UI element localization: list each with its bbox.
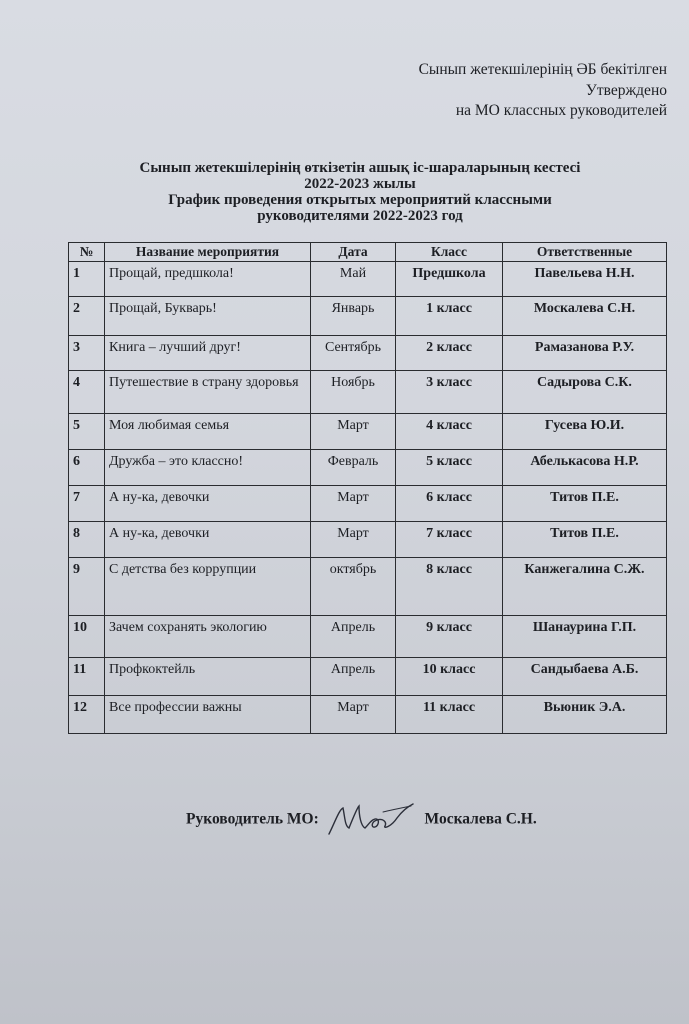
header-event-name: Название мероприятия — [105, 243, 311, 262]
cell-date: Март — [311, 522, 396, 558]
cell-class: 2 класс — [396, 336, 503, 371]
cell-responsible: Вьюник Э.А. — [503, 696, 667, 734]
cell-class: Предшкола — [396, 262, 503, 297]
title-ru-line2: руководителями 2022-2023 год — [257, 208, 463, 224]
approval-line-kz: Сынып жетекшілерінің ӘБ бекітілген — [418, 61, 667, 78]
cell-number: 7 — [69, 486, 105, 522]
cell-date: Январь — [311, 297, 396, 336]
cell-class: 7 класс — [396, 522, 503, 558]
cell-class: 11 класс — [396, 696, 503, 734]
cell-class: 1 класс — [396, 297, 503, 336]
head-name: Москалева С.Н. — [424, 810, 537, 828]
cell-class: 9 класс — [396, 616, 503, 658]
cell-event-name: А ну-ка, девочки — [105, 522, 311, 558]
header-number: № — [69, 243, 105, 262]
title-ru-line1: График проведения открытых мероприятий классными — [168, 192, 552, 208]
cell-responsible: Титов П.Е. — [503, 486, 667, 522]
cell-number: 11 — [69, 658, 105, 696]
approval-block — [419, 60, 667, 122]
cell-date: Ноябрь — [311, 371, 396, 414]
document-title — [60, 160, 660, 224]
schedule-table — [68, 242, 667, 734]
header-class: Класс — [396, 243, 503, 262]
cell-responsible: Гусева Ю.И. — [503, 414, 667, 450]
table-row — [69, 297, 667, 336]
cell-event-name: А ну-ка, девочки — [105, 486, 311, 522]
cell-responsible: Садырова С.К. — [503, 371, 667, 414]
signature-block — [186, 800, 537, 840]
cell-event-name: Все профессии важны — [105, 696, 311, 734]
title-kz-line1: Сынып жетекшілерінің өткізетін ашық іс-шараларының кестесі — [139, 160, 581, 176]
cell-event-name: Книга – лучший друг! — [105, 336, 311, 371]
cell-class: 6 класс — [396, 486, 503, 522]
cell-date: Февраль — [311, 450, 396, 486]
cell-number: 8 — [69, 522, 105, 558]
cell-class: 8 класс — [396, 558, 503, 616]
table-row — [69, 616, 667, 658]
cell-event-name: Прощай, Букварь! — [105, 297, 311, 336]
cell-number: 2 — [69, 297, 105, 336]
cell-event-name: Дружба – это классно! — [105, 450, 311, 486]
cell-responsible: Павельева Н.Н. — [503, 262, 667, 297]
cell-number: 6 — [69, 450, 105, 486]
cell-number: 4 — [69, 371, 105, 414]
cell-event-name: Путешествие в страну здоровья — [105, 371, 311, 414]
cell-date: Март — [311, 414, 396, 450]
cell-date: Май — [311, 262, 396, 297]
cell-number: 12 — [69, 696, 105, 734]
handwritten-signature-icon — [325, 800, 417, 840]
approval-line-approved: Утверждено — [585, 81, 667, 99]
table-row — [69, 696, 667, 734]
table-row — [69, 450, 667, 486]
cell-number: 1 — [69, 262, 105, 297]
cell-number: 10 — [69, 616, 105, 658]
header-date: Дата — [311, 243, 396, 262]
table-row — [69, 558, 667, 616]
cell-number: 3 — [69, 336, 105, 371]
cell-responsible: Абелькасова Н.Р. — [503, 450, 667, 486]
cell-event-name: Моя любимая семья — [105, 414, 311, 450]
cell-responsible: Сандыбаева А.Б. — [503, 658, 667, 696]
cell-event-name: Прощай, предшкола! — [105, 262, 311, 297]
cell-number: 5 — [69, 414, 105, 450]
cell-date: октябрь — [311, 558, 396, 616]
table-row — [69, 522, 667, 558]
table-row — [69, 658, 667, 696]
cell-responsible: Канжегалина С.Ж. — [503, 558, 667, 616]
cell-date: Март — [311, 696, 396, 734]
cell-class: 10 класс — [396, 658, 503, 696]
cell-number: 9 — [69, 558, 105, 616]
cell-date: Апрель — [311, 616, 396, 658]
title-kz-line2: 2022-2023 жылы — [304, 176, 416, 192]
cell-responsible: Шанаурина Г.П. — [503, 616, 667, 658]
cell-responsible: Рамазанова Р.У. — [503, 336, 667, 371]
cell-responsible: Титов П.Е. — [503, 522, 667, 558]
cell-class: 5 класс — [396, 450, 503, 486]
head-label: Руководитель МО: — [186, 810, 319, 828]
table-row — [69, 336, 667, 371]
table-row — [69, 371, 667, 414]
header-responsible: Ответственные — [503, 243, 667, 262]
cell-event-name: Профкоктейль — [105, 658, 311, 696]
cell-class: 4 класс — [396, 414, 503, 450]
table-row — [69, 414, 667, 450]
cell-date: Март — [311, 486, 396, 522]
table-row — [69, 262, 667, 297]
cell-class: 3 класс — [396, 371, 503, 414]
table-row — [69, 486, 667, 522]
cell-responsible: Москалева С.Н. — [503, 297, 667, 336]
approval-line-mo: на МО классных руководителей — [455, 102, 667, 119]
cell-event-name: С детства без коррупции — [105, 558, 311, 616]
cell-date: Сентябрь — [311, 336, 396, 371]
cell-event-name: Зачем сохранять экологию — [105, 616, 311, 658]
cell-date: Апрель — [311, 658, 396, 696]
table-header-row — [69, 243, 667, 262]
